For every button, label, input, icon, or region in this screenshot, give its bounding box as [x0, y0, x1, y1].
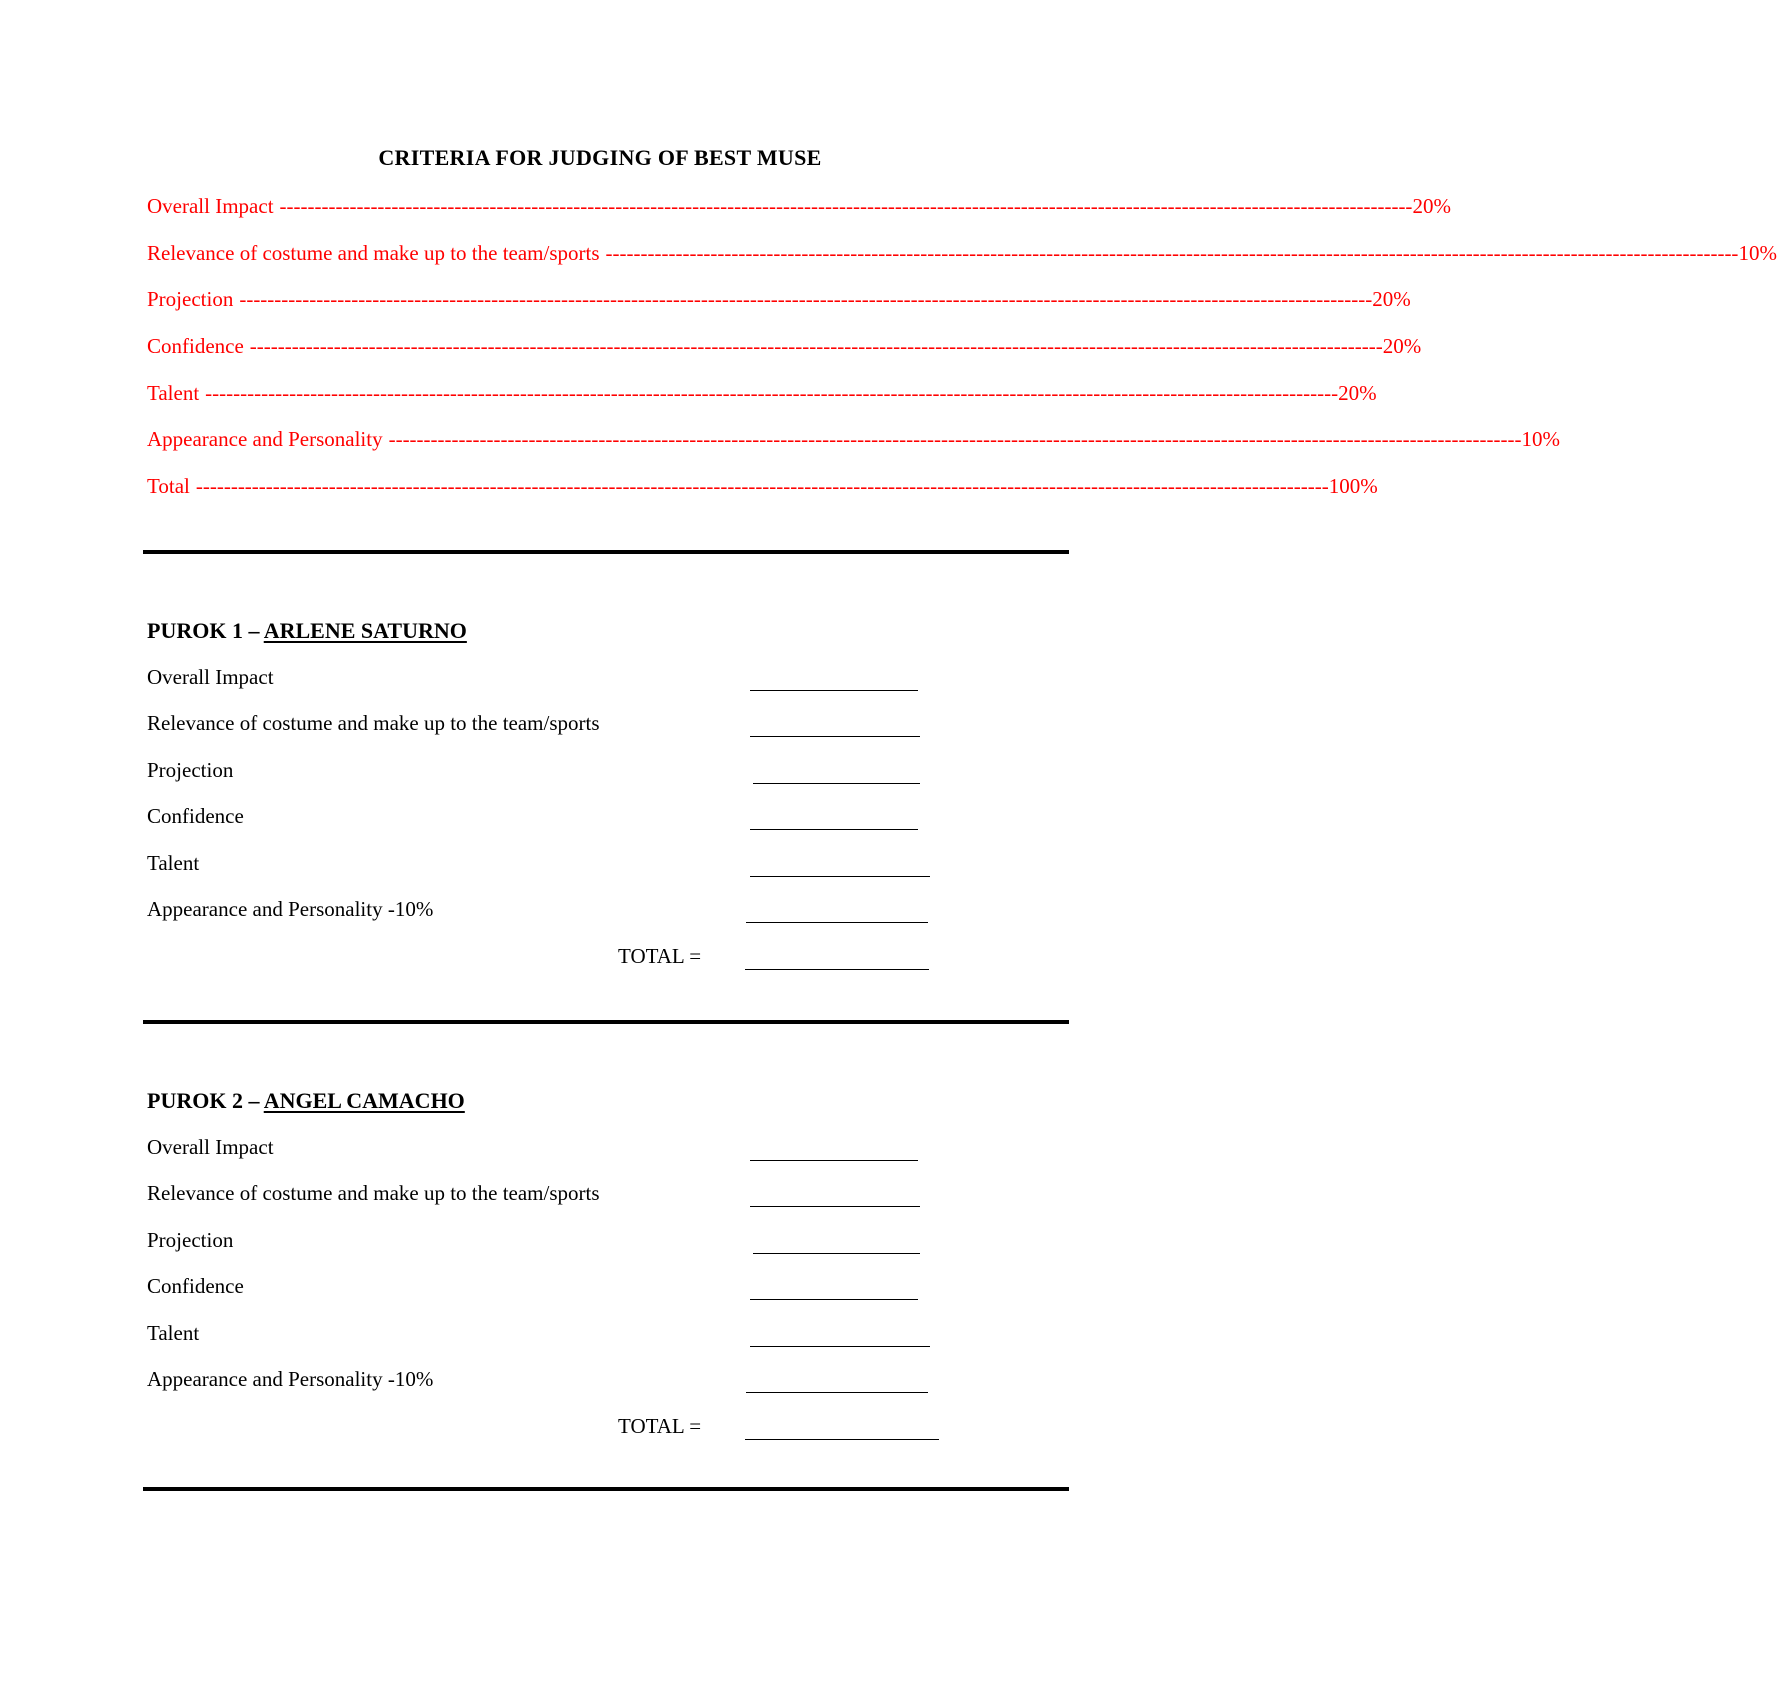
score-item-label: Relevance of costume and make up to the team/sports — [147, 1181, 600, 1205]
score-item-label: Talent — [147, 1321, 200, 1345]
candidate-name: ANGEL CAMACHO — [263, 1088, 465, 1113]
criteria-percent: 20% — [1412, 194, 1451, 218]
criteria-name: Appearance and Personality — [147, 427, 383, 451]
score-item-label: Projection — [147, 1228, 234, 1252]
criteria-name: Total — [147, 474, 190, 498]
score-blank-total[interactable] — [745, 1439, 939, 1440]
dash-leader: ------------------------------------------------------------------------------------------------------------------------------------------------------------------ — [279, 194, 1413, 218]
score-blank-appearance[interactable] — [746, 922, 928, 923]
section-prefix: PUROK 2 – — [147, 1088, 264, 1113]
score-item-label: Appearance and Personality -10% — [147, 897, 434, 921]
section-heading-purok-1 — [147, 618, 467, 644]
criteria-percent: 100% — [1328, 474, 1378, 498]
criteria-line-confidence — [147, 334, 1422, 364]
total-label: TOTAL = — [618, 944, 702, 968]
score-item-label: Confidence — [147, 804, 244, 828]
criteria-percent: 20% — [1382, 334, 1422, 358]
criteria-name: Overall Impact — [147, 194, 274, 218]
criteria-percent: 10% — [1521, 427, 1560, 451]
dash-leader: ------------------------------------------------------------------------------------------------------------------------------------------------------------------ — [388, 427, 1522, 451]
section-divider — [143, 1020, 1069, 1024]
criteria-line-total — [147, 474, 1378, 504]
document-title: CRITERIA FOR JUDGING OF BEST MUSE — [378, 145, 822, 170]
dash-leader: ------------------------------------------------------------------------------------------------------------------------------------------------------------------ — [195, 474, 1329, 498]
criteria-line-projection — [147, 287, 1411, 317]
criteria-name: Projection — [147, 287, 234, 311]
score-blank-confidence[interactable] — [750, 829, 918, 830]
score-blank-total[interactable] — [745, 969, 929, 970]
criteria-name: Confidence — [147, 334, 244, 358]
score-blank-overall-impact[interactable] — [750, 1160, 918, 1161]
section-divider — [143, 1487, 1069, 1491]
score-item-label: Relevance of costume and make up to the team/sports — [147, 711, 600, 735]
section-divider — [143, 550, 1069, 554]
score-blank-projection[interactable] — [753, 783, 920, 784]
score-item-label: Overall Impact — [147, 665, 274, 689]
score-item-label: Talent — [147, 851, 200, 875]
section-prefix: PUROK 1 – — [147, 618, 264, 643]
score-item-label: Appearance and Personality -10% — [147, 1367, 434, 1391]
total-label: TOTAL = — [618, 1414, 702, 1438]
score-blank-projection[interactable] — [753, 1253, 920, 1254]
criteria-line-talent — [147, 381, 1377, 411]
dash-leader: ------------------------------------------------------------------------------------------------------------------------------------------------------------------ — [605, 241, 1739, 265]
score-blank-talent[interactable] — [750, 876, 930, 877]
criteria-percent: 20% — [1338, 381, 1377, 405]
criteria-line-appearance — [147, 427, 1560, 457]
section-heading-purok-2 — [147, 1088, 465, 1114]
dash-leader: ------------------------------------------------------------------------------------------------------------------------------------------------------------------ — [239, 287, 1373, 311]
score-blank-appearance[interactable] — [746, 1392, 928, 1393]
score-blank-overall-impact[interactable] — [750, 690, 918, 691]
dash-leader: ------------------------------------------------------------------------------------------------------------------------------------------------------------------ — [249, 334, 1383, 358]
criteria-name: Relevance of costume and make up to the team/sports — [147, 241, 600, 265]
criteria-line-overall-impact — [147, 194, 1451, 224]
criteria-name: Talent — [147, 381, 200, 405]
score-item-label: Projection — [147, 758, 234, 782]
score-blank-relevance[interactable] — [750, 736, 920, 737]
candidate-name: ARLENE SATURNO — [263, 618, 467, 643]
score-blank-talent[interactable] — [750, 1346, 930, 1347]
criteria-percent: 20% — [1372, 287, 1411, 311]
score-item-label: Confidence — [147, 1274, 244, 1298]
score-item-label: Overall Impact — [147, 1135, 274, 1159]
dash-leader: ------------------------------------------------------------------------------------------------------------------------------------------------------------------ — [205, 381, 1339, 405]
score-blank-confidence[interactable] — [750, 1299, 918, 1300]
criteria-percent: 10% — [1738, 241, 1777, 265]
criteria-line-relevance — [147, 241, 1777, 271]
score-blank-relevance[interactable] — [750, 1206, 920, 1207]
